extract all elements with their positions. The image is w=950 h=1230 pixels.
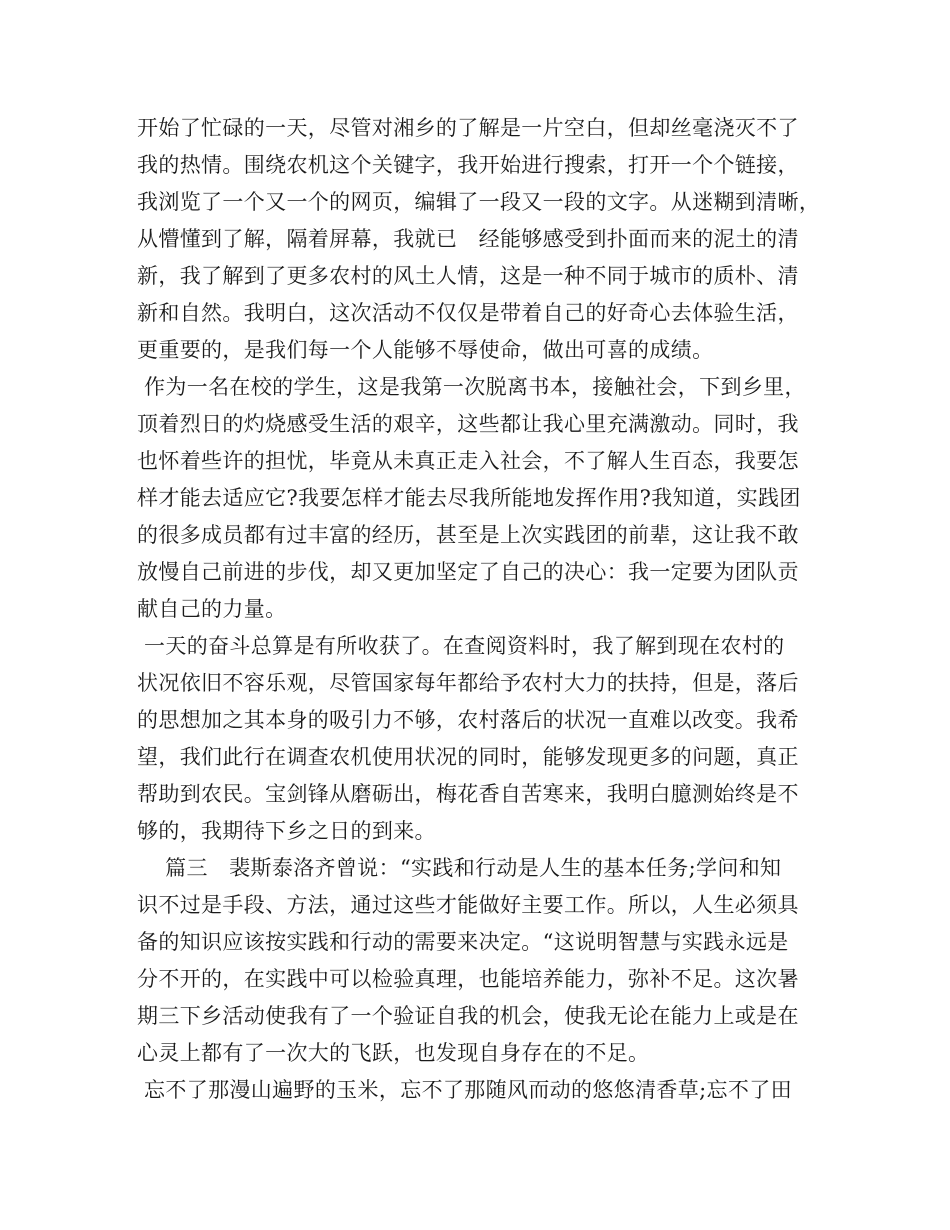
text-line: 识不过是手段、方法，通过这些才能做好主要工作。所以，人生必须具: [137, 893, 799, 917]
text-line: 忘不了那漫山遍野的玉米，忘不了那随风而动的悠悠清香草;忘不了田: [137, 1078, 792, 1102]
text-line: 望，我们此行在调查农机使用状况的同时，能够发现更多的问题，真正: [137, 745, 799, 769]
text-line: 状况依旧不容乐观，尽管国家每年都给予农村大力的扶持，但是，落后: [137, 671, 799, 695]
text-line: 的思想加之其本身的吸引力不够，农村落后的状况一直难以改变。我希: [137, 708, 799, 732]
text-line: 心灵上都有了一次大的飞跃，也发现自身存在的不足。: [137, 1041, 650, 1065]
text-line: 开始了忙碌的一天，尽管对湘乡的了解是一片空白，但却丝毫浇灭不了: [137, 116, 799, 140]
text-line: 帮助到农民。宝剑锋从磨砺出，梅花香自苦寒来，我明白臆测始终是不: [137, 782, 799, 806]
text-line: 备的知识应该按实践和行动的需要来决定。“这说明智慧与实践永远是: [137, 930, 789, 954]
text-line: 一天的奋斗总算是有所收获了。在查阅资料时，我了解到现在农村的: [137, 634, 785, 658]
text-line: 够的，我期待下乡之日的到来。: [137, 819, 436, 843]
text-line: 作为一名在校的学生，这是我第一次脱离书本，接触社会，下到乡里，: [137, 375, 806, 399]
text-line: 献自己的力量。: [137, 597, 287, 621]
text-line: 更重要的，是我们每一个人能够不辱使命，做出可喜的成绩。: [137, 338, 714, 362]
text-line: 从懵懂到了解，隔着屏幕，我就已 经能够感受到扑面而来的泥土的清: [137, 227, 799, 251]
text-line: 放慢自己前进的步伐，却又更加坚定了自己的决心：我一定要为团队贡: [137, 560, 799, 584]
text-line: 顶着烈日的灼烧感受生活的艰辛，这些都让我心里充满激动。同时，我: [137, 412, 799, 436]
text-line: 篇三 裴斯泰洛齐曾说：“实践和行动是人生的基本任务;学问和知: [137, 856, 782, 880]
text-line: 期三下乡活动使我有了一个验证自我的机会，使我无论在能力上或是在: [137, 1004, 799, 1028]
text-line: 样才能去适应它?我要怎样才能去尽我所能地发挥作用?我知道，实践团: [137, 486, 801, 510]
text-line: 我浏览了一个又一个的网页，编辑了一段又一段的文字。从迷糊到清晰，: [137, 190, 821, 214]
text-line: 分不开的，在实践中可以检验真理，也能培养能力，弥补不足。这次暑: [137, 967, 799, 991]
text-line: 也怀着些许的担忧，毕竟从未真正走入社会，不了解人生百态，我要怎: [137, 449, 799, 473]
text-line: 新和自然。我明白，这次活动不仅仅是带着自己的好奇心去体验生活，: [137, 301, 799, 325]
text-line: 的很多成员都有过丰富的经历，甚至是上次实践团的前辈，这让我不敢: [137, 523, 799, 547]
text-line: 我的热情。围绕农机这个关键字，我开始进行搜索，打开一个个链接，: [137, 153, 799, 177]
text-line: 新，我了解到了更多农村的风土人情，这是一种不同于城市的质朴、清: [137, 264, 799, 288]
